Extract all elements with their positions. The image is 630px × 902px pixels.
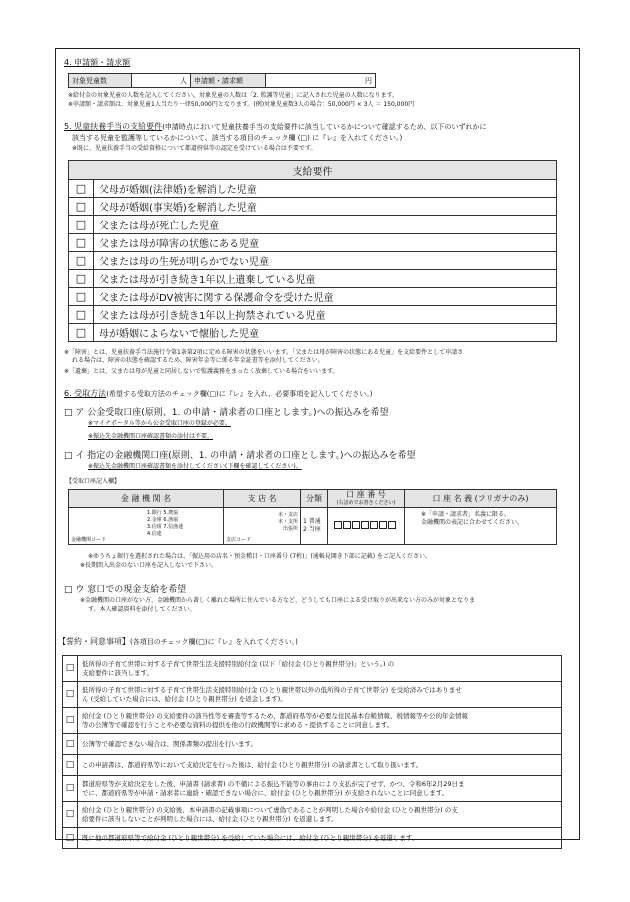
section6-intro: (希望する受取方法のチェック欄(□)に『レ』を入れ、必要事項を記入してください。): [106, 390, 373, 398]
agreement-text: 既に他の都道府県等で給付金 (ひとり親世帯分) を受給していた場合には、給付金 (ひとり親世帯分) を返還します。: [78, 828, 562, 849]
requirements-table: [68, 160, 557, 342]
option-a-public-account[interactable]: □ ア 公金受取口座(原則、1. の申請・請求者の口座とします。)への振込みを希望: [64, 408, 389, 418]
option-a-note-2: ※振込先金融機関口座確認書類の添付は不要。: [88, 433, 214, 440]
bank-account-table: [68, 489, 557, 545]
branch-kind-list: 本・支店 本・支所 出張所: [277, 512, 298, 532]
requirement-label: 父母が婚姻(法律婚)を解消した児童: [94, 180, 557, 198]
option-b-note-1: ※振込先金融機関口座確認書類を添付してください(下欄を確認してください)。: [88, 463, 302, 470]
branch-code-label: 支店コード: [226, 537, 252, 543]
bank-code-label: 金融機関コード: [71, 537, 107, 543]
requirement-checkbox[interactable]: □: [69, 306, 94, 324]
agreement-checkbox[interactable]: □: [63, 708, 78, 734]
section4-title: 4. 申請額・請求額: [64, 58, 131, 67]
section7-header-line: [58, 637, 298, 647]
agreement-text: 低所得の子育て世帯に対する子育て世帯生活支援特別給付金 (ひとり親世帯以外の低所得の子育て世帯分) を受給済みではありませ ん (受給していた場合には、給付金 (ひとり親世帯分) を返金します)。: [78, 682, 562, 708]
requirement-checkbox[interactable]: □: [69, 216, 94, 234]
section7-title: 【誓約・同意事項】: [58, 637, 130, 646]
account-type-field[interactable]: 1 普通 2 当座: [301, 508, 328, 545]
agreement-text: 低所得の子育て世帯に対する子育て世帯生活支援特別給付金 (以下「給付金 (ひとり親世帯分)」という。) の 支給要件に該当します。: [78, 656, 562, 682]
amount-label: 申請額・請求額: [191, 74, 266, 88]
agreement-text: 給付金 (ひとり親世帯分) の支給後、本申請書の記載事項について虚偽であることが判明した場合や給付金 (ひとり親世帯分) の支 給要件に該当しないことが判明した場合には、給付金 (ひとり親世帯分) を返還します。: [78, 802, 562, 828]
requirement-checkbox[interactable]: □: [69, 270, 94, 288]
section5-intro-2: 該当する児童を監護等しているかについて、該当する項目のチェック欄 (□) に『レ』を入れてください。): [72, 134, 403, 142]
agreement-checkbox[interactable]: □: [63, 755, 78, 776]
option-c-note-2: す。本人確認資料を添付してください。: [88, 606, 196, 613]
bank-section-title: 【受取口座記入欄】: [66, 478, 121, 485]
section5-note-2: ※「遺棄」とは、父または母が児童と同居しないで監護義務をまったく放棄している場合をいいます。: [64, 368, 339, 375]
amount-field[interactable]: 円: [266, 74, 376, 88]
bank-name-field[interactable]: [69, 508, 224, 545]
agreement-text: 給付金 (ひとり親世帯分) の支給要件の該当性等を審査等するため、都道府県等が必要な住民基本台帳情報、税情報等や公的年金情報 等の公簿等で確認を行うことや必要な資料の提供を他の行政機関等に求める・提供することに同意します。: [78, 708, 562, 734]
requirement-label: 父または母が障害の状態にある児童: [94, 234, 557, 252]
requirement-checkbox[interactable]: □: [69, 234, 94, 252]
agreement-checkbox[interactable]: □: [63, 776, 78, 802]
account-holder-header: 口 座 名 義 (フリガナのみ): [405, 490, 557, 508]
requirement-checkbox[interactable]: □: [69, 252, 94, 270]
requirement-label: 父または母がDV被害に関する保護命令を受けた児童: [94, 288, 557, 306]
branch-name-header: 支 店 名: [224, 490, 301, 508]
section4-note-1: ※給付金の対象児童の人数を記入してください。対象児童の人数は「2. 監護等児童」に記入された児童の人数になります。: [68, 92, 399, 99]
account-holder-field[interactable]: ※「申請・請求者」名義に限る。 金融機関の表記に合わせてください。: [405, 508, 557, 545]
section6-header-line: [64, 389, 372, 399]
account-number-field[interactable]: [328, 508, 405, 545]
option-b-bank-account[interactable]: □ イ 指定の金融機関口座(原則、1. の申請・請求者の口座とします。)への振込みを希望: [64, 451, 416, 461]
requirement-label: 父母が婚姻(事実婚)を解消した児童: [94, 198, 557, 216]
section5-note-1a: ※「障害」とは、児童扶養手当法施行令第1条第2項に定める障害の状態をいいます。「父または母が障害の状態にある児童」を支給要件として申請さ: [64, 349, 464, 356]
agreement-table: [62, 655, 562, 849]
bank-kind-list: 1.銀行 5.農協 2.金庫 6.漁協 3.信組 7.信漁連 4.信連: [147, 510, 184, 537]
option-a-note-1: ※マイナポータル等から公金受取口座の登録が必要。: [88, 420, 231, 427]
bank-name-header: 金 融 機 関 名: [69, 490, 224, 508]
bank-note-2: ※長期間入出金のない口座を記入しないで下さい。: [80, 562, 218, 569]
account-type-header: 分類: [301, 490, 328, 508]
agreement-checkbox[interactable]: □: [63, 802, 78, 828]
requirement-label: 母が婚姻によらないで懐胎した児童: [94, 324, 557, 342]
section7-intro: (各項目のチェック欄(□)に『レ』を入れてください。): [130, 638, 298, 646]
children-count-field[interactable]: 人: [132, 74, 191, 88]
requirement-label: 父または母が死亡した児童: [94, 216, 557, 234]
bank-note-1: ※ゆうちょ銀行を選択された場合は、「振込用の店名・預金種目・口座番号 (7桁)」(通帳見開き下部に記載) をご記入ください。: [88, 553, 432, 560]
requirement-checkbox[interactable]: □: [69, 198, 94, 216]
agreement-checkbox[interactable]: □: [63, 656, 78, 682]
section5-note-1b: れる場合は、障害の状態を確認するため、障害年金等に係る年金証書等を添付してください。: [72, 357, 324, 364]
amount-table: [68, 73, 376, 88]
section5-header-line: [64, 122, 487, 132]
option-c-cash-counter[interactable]: □ ウ 窓口での現金支給を希望: [64, 585, 187, 595]
section4-note-2: ※申請額・請求額は、対象児童1人当たり一律50,000円となります。(例)対象児童数3人の場合：50,000円 × 3人 ＝ 150,000円: [68, 101, 415, 108]
requirement-label: 父または母が引き続き1年以上拘禁されている児童: [94, 306, 557, 324]
requirement-label: 父または母が引き続き1年以上遺棄している児童: [94, 270, 557, 288]
agreement-text: 都道府県等が支給決定をした後、申請書 (請求書) の不備による振込不能等の事由により支払が完了せず、かつ、令和6年2月29日ま でに、都道府県等が申請・請求者に連絡・確認できない場合に、給付金 (ひとり親世帯分) が支給されないことに同意します。: [78, 776, 562, 802]
section5-intro-1: (申請時点において児童扶養手当の支給要件に該当しているかについて確認するため、以下のいずれかに: [162, 123, 487, 131]
account-number-header: 口 座 番 号 (右詰めでお書きください): [328, 490, 405, 508]
section5-intro-3: ※既に、児童扶養手当の受給資格について都道府県等の認定を受けている場合は不要です。: [72, 145, 317, 152]
section6-title: 6. 受取方法: [64, 389, 107, 398]
account-number-subheader: (右詰めでお書きください): [336, 499, 396, 506]
agreement-checkbox[interactable]: □: [63, 682, 78, 708]
requirements-header: 支給要件: [69, 161, 557, 180]
requirement-label: 父または母の生死が明らかでない児童: [94, 252, 557, 270]
branch-name-field[interactable]: [224, 508, 301, 545]
agreement-text: この申請書は、都道府県等において支給決定を行った後は、給付金 (ひとり親世帯分) の請求書として取り扱います。: [78, 755, 562, 776]
requirement-checkbox[interactable]: □: [69, 288, 94, 306]
option-c-note-1: ※金融機関の口座がない方、金融機関から著しく離れた場所に住んでいる方など、どうしても口座による受け取りが出来ない方のみが対象となりま: [80, 597, 476, 604]
children-count-label: 対象児童数: [69, 74, 132, 88]
agreement-checkbox[interactable]: □: [63, 734, 78, 755]
agreement-text: 公簿等で確認できない場合は、関係書類の提出を行います。: [78, 734, 562, 755]
requirement-checkbox[interactable]: □: [69, 324, 94, 342]
requirement-checkbox[interactable]: □: [69, 180, 94, 198]
section5-title: 5. 児童扶養手当の支給要件: [64, 122, 163, 131]
agreement-checkbox[interactable]: □: [63, 828, 78, 849]
